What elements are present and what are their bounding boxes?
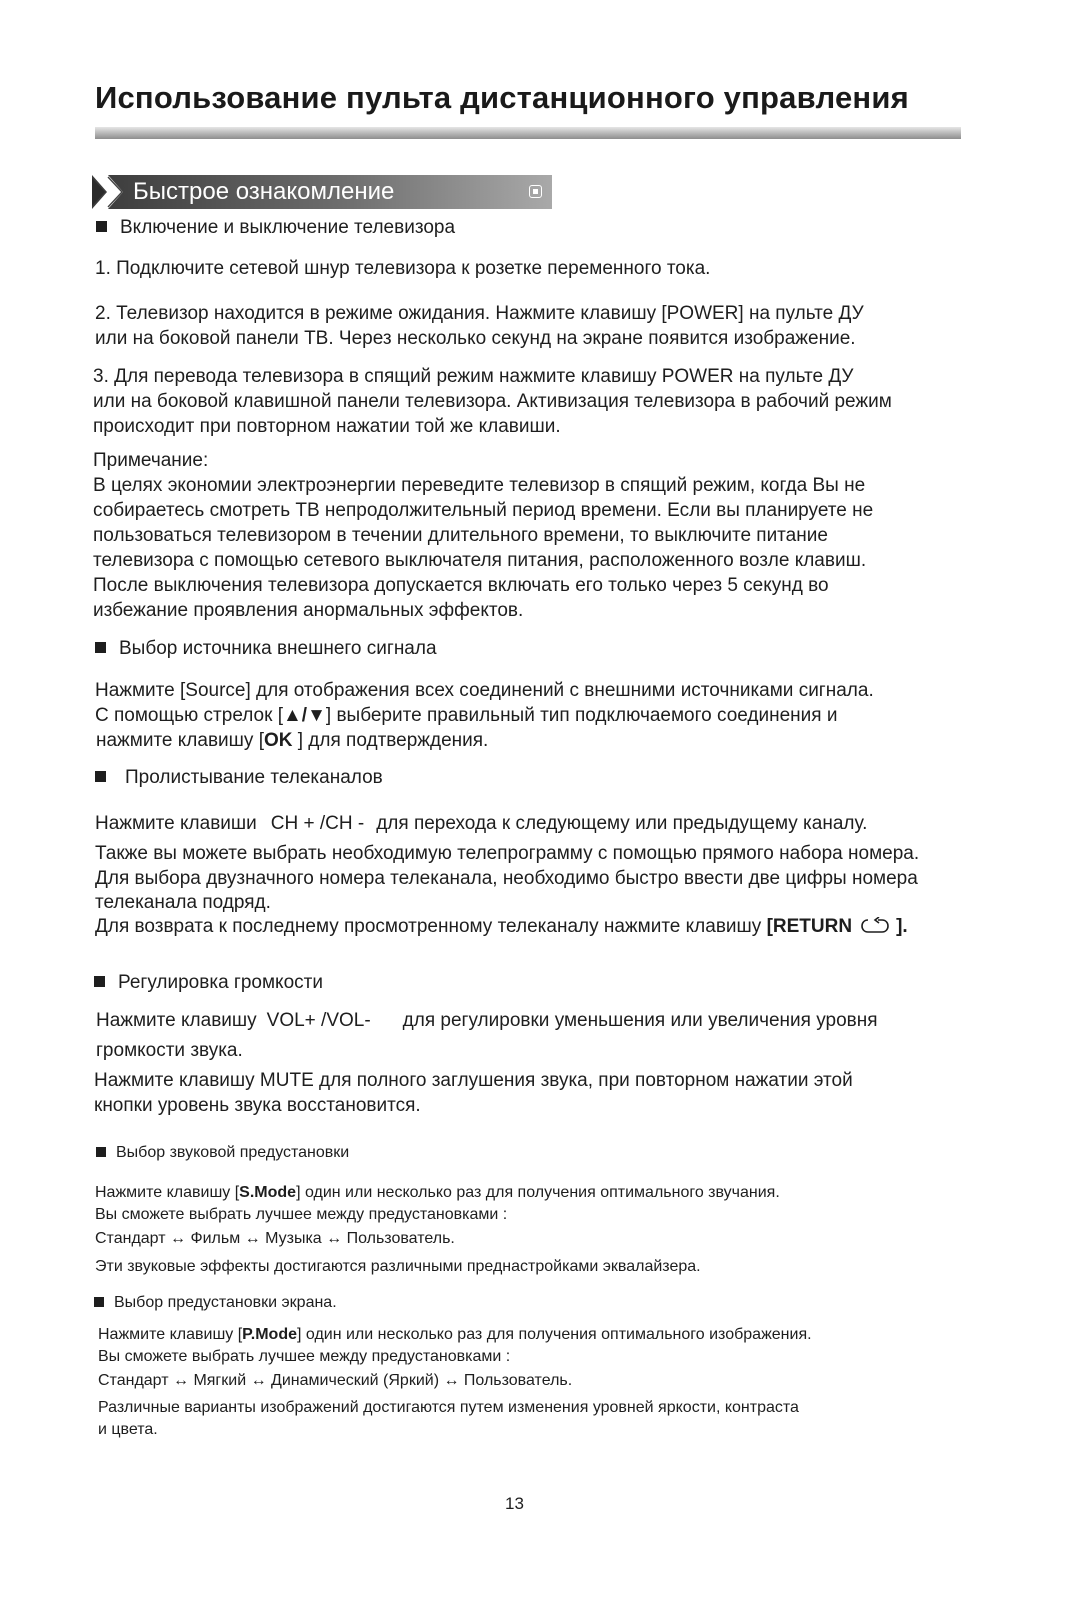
arrow-keys-label: ▲/▼ (283, 705, 326, 726)
volume-heading: Регулировка громкости (94, 972, 323, 994)
source-heading: Выбор источника внешнего сигнала (95, 638, 437, 660)
square-bullet-icon (96, 1147, 106, 1157)
source-line-3: нажмите клавишу [OK ] для подтверждения. (96, 730, 489, 751)
chevron-right-icon (92, 175, 132, 209)
volume-line-4: кнопки уровень звука восстановится. (94, 1095, 421, 1116)
note-line-2: собираетесь смотреть ТВ непродолжительный период времени. Если вы планируете не (93, 500, 874, 521)
pmode-key-label: P.Mode (242, 1326, 297, 1343)
section-banner (92, 175, 552, 209)
power-step-2-line-2: или на боковой панели ТВ. Через несколько секунд на экране появится изображение. (95, 328, 856, 349)
square-bullet-icon (94, 976, 105, 987)
source-line-2: С помощью стрелок [▲/▼] выберите правильный тип подключаемого соединения и (95, 705, 838, 726)
note-line-4: телевизора с помощью сетевого выключателя питания, расположенного возле клавиш. (93, 550, 867, 571)
square-bullet-icon (94, 1297, 104, 1307)
sound-preset-line-1: Нажмите клавишу [S.Mode] один или несколько раз для получения оптимального звучания. (95, 1184, 780, 1201)
note-line-1: В целях экономии электроэнергии переведите телевизор в спящий режим, когда Вы не (93, 475, 866, 496)
ok-key-label: OK (263, 730, 293, 751)
note-line-5: После выключения телевизора допускается включать его только через 5 секунд во (93, 575, 829, 596)
note-label: Примечание: (93, 450, 209, 471)
power-heading: Включение и выключение телевизора (96, 217, 455, 239)
channels-line-4: телеканала подряд. (95, 892, 271, 913)
picture-preset-line-4: Различные варианты изображений достигаются путем изменения уровней яркости, контраста (98, 1399, 799, 1416)
volume-line-3: Нажмите клавишу MUTE для полного заглушения звука, при повторном нажатии этой (94, 1070, 853, 1091)
sound-preset-line-3: Стандарт ↔ Фильм ↔ Музыка ↔ Пользователь. (95, 1230, 455, 1247)
source-line-1: Нажмите [Source] для отображения всех соединений с внешними источниками сигнала. (95, 680, 874, 701)
square-bullet-icon (95, 642, 106, 653)
note-line-3: пользоваться телевизором в течении длительного времени, то выключите питание (93, 525, 828, 546)
section-title: Быстрое ознакомление (133, 178, 395, 205)
power-step-1: 1. Подключите сетевой шнур телевизора к розетке переменного тока. (95, 258, 711, 279)
title-underline (95, 127, 961, 139)
smode-key-label: S.Mode (239, 1184, 297, 1201)
sound-preset-heading: Выбор звуковой предустановки (96, 1143, 349, 1163)
power-step-3-line-2: или на боковой клавишной панели телевизора. Активизация телевизора в рабочий режим (93, 391, 892, 412)
channels-heading: Пролистывание телеканалов (95, 767, 383, 789)
sound-preset-line-2: Вы сможете выбрать лучшее между предустановками : (95, 1206, 508, 1223)
picture-preset-line-3: Стандарт ↔ Мягкий ↔ Динамический (Яркий) ↔ Пользователь. (98, 1372, 573, 1389)
picture-preset-line-2: Вы сможете выбрать лучшее между предустановками : (98, 1348, 511, 1365)
power-step-3-line-1: 3. Для перевода телевизора в спящий режим нажмите клавишу POWER на пульте ДУ (93, 366, 854, 387)
volume-line-1: Нажмите клавишу VOL+ /VOL- для регулировки уменьшения или увеличения уровня (96, 1010, 878, 1031)
picture-preset-heading: Выбор предустановки экрана. (94, 1293, 337, 1313)
page-number: 13 (505, 1494, 524, 1513)
note-line-6: избежание проявления анормальных эффектов. (93, 600, 524, 621)
page-title: Использование пульта дистанционного управления (95, 80, 909, 115)
channels-line-2: Также вы можете выбрать необходимую телепрограмму с помощью прямого набора номера. (95, 843, 920, 864)
square-bullet-icon (96, 221, 107, 232)
square-outline-icon (529, 185, 542, 198)
channels-line-5: Для возврата к последнему просмотренному телеканалу нажмите клавишу [RETURN ]. (95, 916, 908, 937)
sound-preset-line-4: Эти звуковые эффекты достигаются различными преднастройками эквалайзера. (95, 1258, 701, 1275)
return-arrow-icon (858, 917, 892, 935)
volume-line-2: громкости звука. (96, 1040, 243, 1061)
return-key-label: [RETURN (766, 916, 853, 937)
picture-preset-line-1: Нажмите клавишу [P.Mode] один или несколько раз для получения оптимального изображения. (98, 1326, 812, 1343)
volume-keys-label: VOL+ /VOL- (266, 1010, 371, 1031)
power-step-2-line-1: 2. Телевизор находится в режиме ожидания. Нажмите клавишу [POWER] на пульте ДУ (95, 303, 864, 324)
picture-preset-line-5: и цвета. (98, 1421, 158, 1438)
channel-keys-label: CH + /CH - (270, 813, 365, 834)
power-step-3-line-3: происходит при повторном нажатии той же клавиши. (93, 416, 561, 437)
square-bullet-icon (95, 771, 106, 782)
channels-line-1: Нажмите клавиши CH + /CH - для перехода к следующему или предыдущему каналу. (95, 813, 868, 834)
channels-line-3: Для выбора двузначного номера телеканала, необходимо быстро ввести две цифры номера (95, 868, 918, 889)
